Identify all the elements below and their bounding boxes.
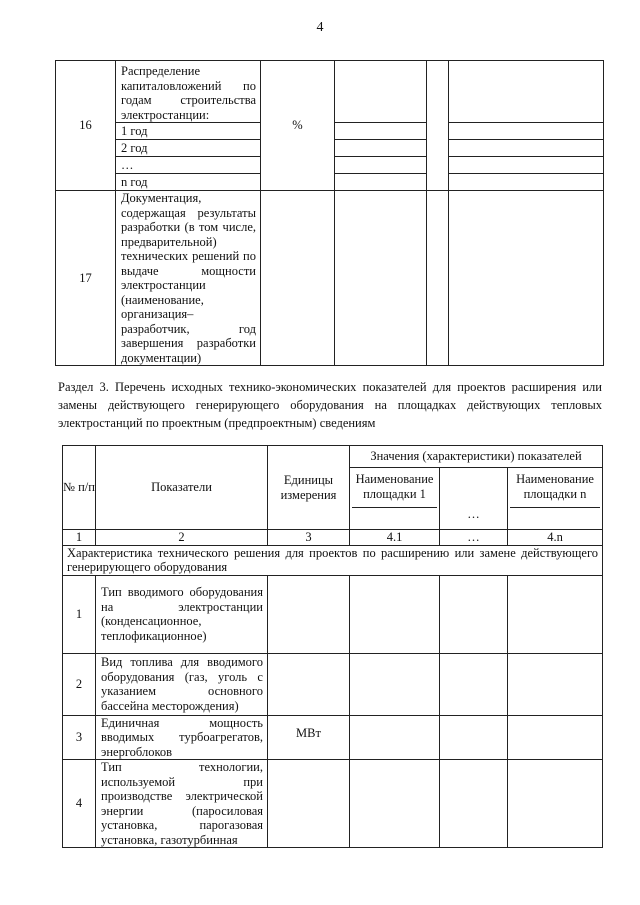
underline xyxy=(510,501,600,508)
row-label: Документация, содержащая результаты разработки (в том числе, предварительной) технических решений по выдаче мощности электростанции (наименование, организация–разработчик, год завершения разработки документации) xyxy=(116,191,261,366)
index-cell: … xyxy=(440,530,508,546)
sub-item: 1 год xyxy=(116,123,261,140)
page-number: 4 xyxy=(316,20,324,35)
header-units: Единицы измерения xyxy=(268,446,350,530)
continuation-table xyxy=(55,60,604,366)
unit-cell xyxy=(268,760,350,848)
site-n-label: Наименование площадки n xyxy=(516,472,594,501)
row-label: Тип вводимого оборудования на электростанции (конденсационное, теплофикационное) xyxy=(96,575,268,653)
header-ellipsis: … xyxy=(440,468,508,530)
index-cell: 3 xyxy=(268,530,350,546)
header-indicators: Показатели xyxy=(96,446,268,530)
row-label: Распределение капиталовложений по годам строительства электростанции: xyxy=(116,61,261,123)
index-cell: 1 xyxy=(63,530,96,546)
header-num: № п/п xyxy=(63,446,96,530)
row-label: Вид топлива для вводимого оборудования (газ, уголь с указанием основного бассейна месторождения) xyxy=(96,653,268,715)
row-label: Тип технологии, используемой при производстве электрической энергии (паросиловая установка, парогазовая установка, газотурбинная xyxy=(96,760,268,848)
row-number: 2 xyxy=(63,653,96,715)
group-title: Характеристика технического решения для проектов по расширению или замене действующего генерирующего оборудования xyxy=(63,545,603,575)
sub-item: n год xyxy=(116,174,261,191)
indicators-table xyxy=(62,445,603,848)
value-cell xyxy=(427,61,449,191)
row-number: 1 xyxy=(63,575,96,653)
index-cell: 4.1 xyxy=(350,530,440,546)
value-cell xyxy=(335,61,427,123)
index-cell: 4.n xyxy=(508,530,603,546)
index-cell: 2 xyxy=(96,530,268,546)
header-values: Значения (характеристики) показателей xyxy=(350,446,603,468)
unit-cell: МВт xyxy=(268,715,350,760)
sub-item: 2 год xyxy=(116,140,261,157)
unit-cell: % xyxy=(261,61,335,191)
unit-cell xyxy=(268,575,350,653)
underline xyxy=(352,501,437,508)
section-3-heading: Раздел 3. Перечень исходных технико-экономических показателей для проектов расширения или замены действующего генерирующего оборудования на площадках действующих тепловых электростанций по проектным (предпроектным) сведениям xyxy=(58,380,602,430)
header-site-1 xyxy=(350,468,440,530)
row-number: 16 xyxy=(56,61,116,191)
sub-item: … xyxy=(116,157,261,174)
row-number: 4 xyxy=(63,760,96,848)
row-number: 3 xyxy=(63,715,96,760)
value-cell xyxy=(449,61,604,123)
row-number: 17 xyxy=(56,191,116,366)
row-label: Единичная мощность вводимых турбоагрегатов, энергоблоков xyxy=(96,715,268,760)
site-1-label: Наименование площадки 1 xyxy=(355,472,434,501)
unit-cell xyxy=(268,653,350,715)
header-site-n xyxy=(508,468,603,530)
